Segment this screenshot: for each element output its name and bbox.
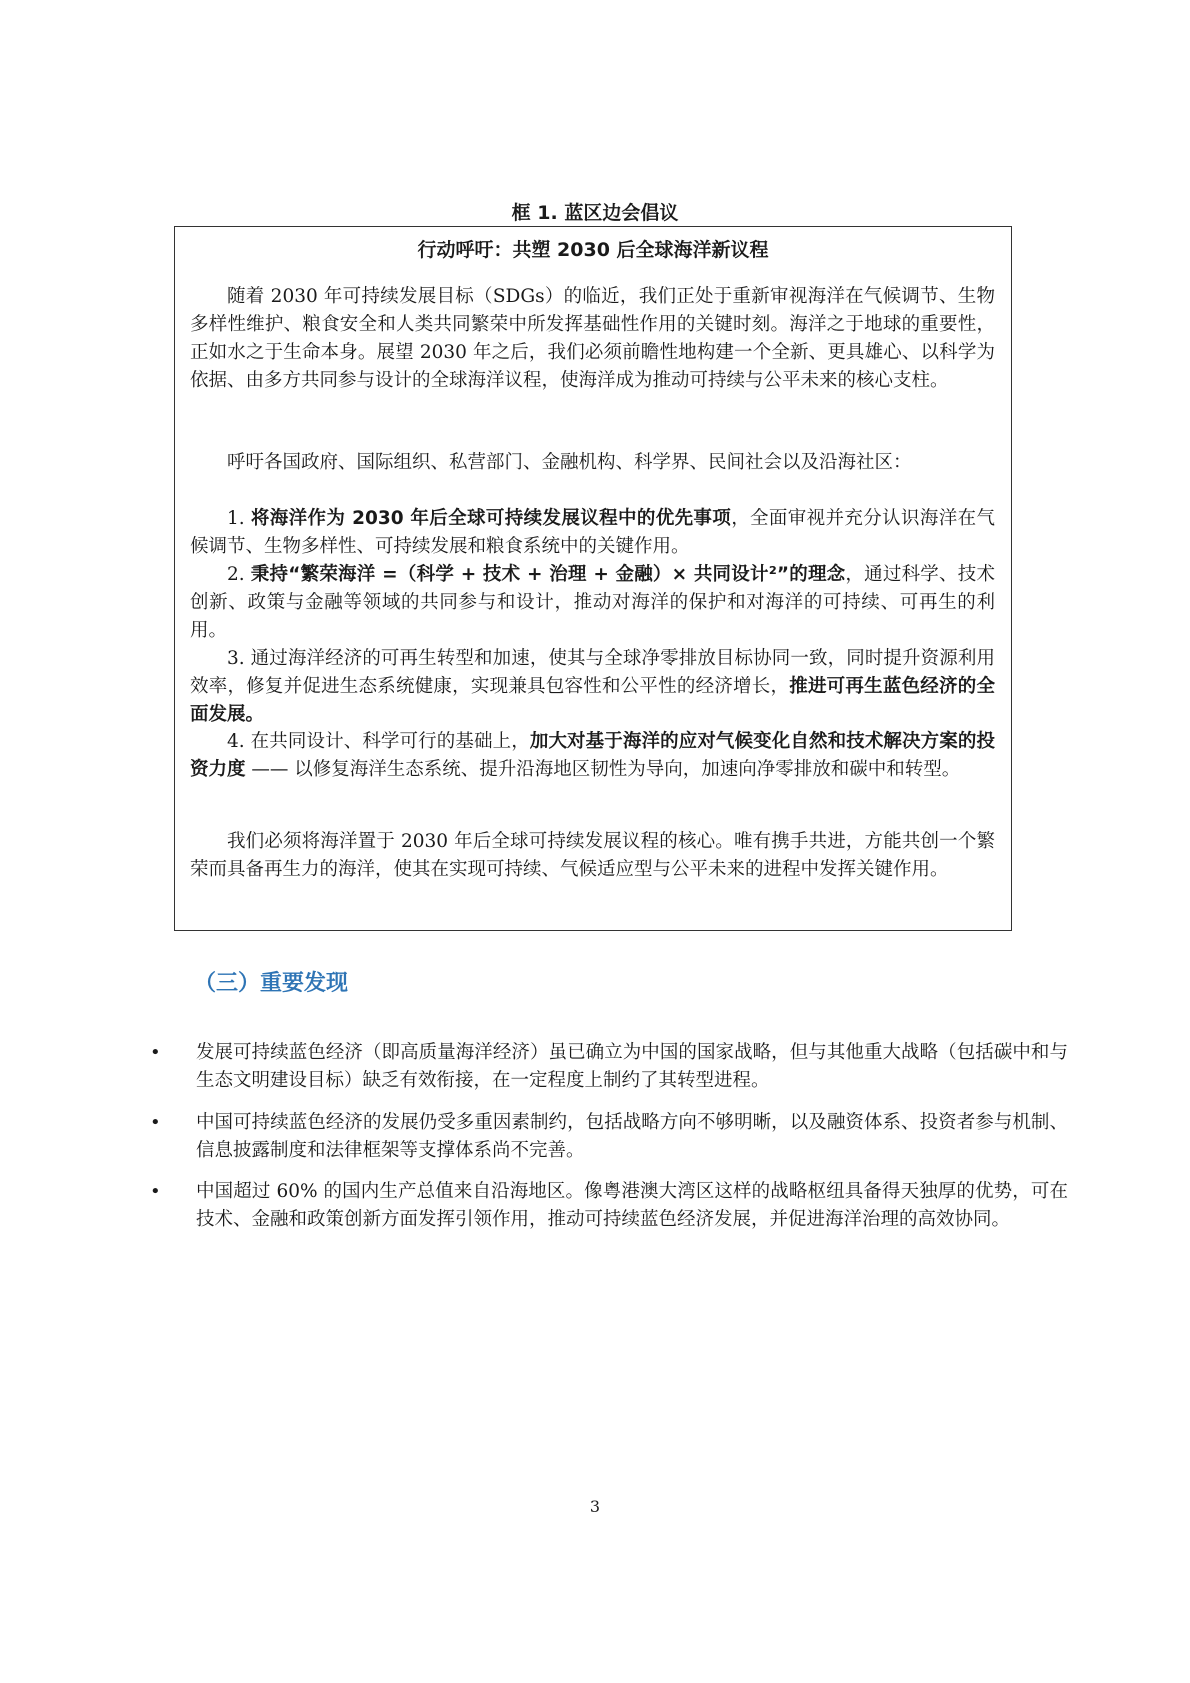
bullet-icon: • — [150, 1112, 161, 1133]
action-item-emphasis: 加大对基于海洋的应对气候变化自然和技术解决方案的投资力度 — [190, 731, 995, 780]
action-item-emphasis: 秉持“繁荣海洋 =（科学 + 技术 + 治理 + 金融）× 共同设计²”的理念 — [250, 564, 846, 585]
action-item-text: 在共同设计、科学可行的基础上， — [250, 731, 530, 752]
finding-item: 中国可持续蓝色经济的发展仍受多重因素制约，包括战略方向不够明晰，以及融资体系、投资者参与机制、信息披露制度和法律框架等支撑体系尚不完善。 — [196, 1112, 1068, 1161]
callout-box — [174, 226, 1012, 931]
action-item-number: 4. — [227, 731, 245, 752]
bullet-icon: • — [150, 1181, 161, 1202]
action-item-number: 3. — [227, 648, 245, 669]
page-number: 3 — [589, 1497, 601, 1516]
intro-paragraph: 随着 2030 年可持续发展目标（SDGs）的临近，我们正处于重新审视海洋在气候调节、生物多样性维护、粮食安全和人类共同繁荣中所发挥基础性作用的关键时刻。海洋之于地球的重要性，正如水之于生命本身。展望 2030 年之后，我们必须前瞻性地构建一个全新、更具雄心、以科学为依据、由多方共同参与设计的全球海洋议程，使海洋成为推动可持续与公平未来的核心支柱。 — [190, 286, 995, 391]
finding-item: 中国超过 60% 的国内生产总值来自沿海地区。像粤港澳大湾区这样的战略枢纽具备得天独厚的优势，可在技术、金融和政策创新方面发挥引领作用，推动可持续蓝色经济发展，并促进海洋治理的高效协同。 — [196, 1181, 1068, 1230]
action-item-emphasis: 推进可再生蓝色经济的全面发展。 — [190, 676, 995, 725]
action-item-number: 2. — [227, 564, 245, 585]
action-item-text-rest: —— 以修复海洋生态系统、提升沿海地区韧性为导向，加速向净零排放和碳中和转型。 — [245, 759, 961, 780]
action-item-text: 通过海洋经济的可再生转型和加速，使其与全球净零排放目标协同一致，同时提升资源利用效率，修复并促进生态系统健康，实现兼具包容性和公平性的经济增长， — [190, 648, 995, 697]
action-item-text: ，通过科学、技术创新、政策与金融等领域的共同参与和设计，推动对海洋的保护和对海洋的可持续、可再生的利用。 — [190, 564, 995, 641]
finding-item: 发展可持续蓝色经济（即高质量海洋经济）虽已确立为中国的国家战略，但与其他重大战略（包括碳中和与生态文明建设目标）缺乏有效衔接，在一定程度上制约了其转型进程。 — [196, 1042, 1068, 1091]
action-item-4 — [190, 728, 995, 784]
box-caption: 框 1. 蓝区边会倡议 — [511, 202, 679, 224]
callout-heading: 行动呼吁：共塑 2030 后全球海洋新议程 — [417, 239, 769, 261]
call-to-action-paragraph: 呼吁各国政府、国际组织、私营部门、金融机构、科学界、民间社会以及沿海社区： — [227, 452, 912, 473]
bullet-icon: • — [150, 1042, 161, 1063]
action-item-number: 1. — [227, 508, 245, 529]
closing-paragraph: 我们必须将海洋置于 2030 年后全球可持续发展议程的核心。唯有携手共进，方能共创一个繁荣而具备再生力的海洋，使其在实现可持续、气候适应型与公平未来的进程中发挥关键作用。 — [190, 831, 995, 880]
section-heading: （三）重要发现 — [194, 971, 349, 996]
action-item-3 — [190, 645, 995, 729]
action-item-1 — [190, 505, 995, 561]
action-item-text: ，全面审视并充分认识海洋在气候调节、生物多样性、可持续发展和粮食系统中的关键作用。 — [190, 508, 995, 557]
action-item-2 — [190, 561, 995, 645]
action-item-emphasis: 将海洋作为 2030 年后全球可持续发展议程中的优先事项 — [250, 508, 732, 529]
